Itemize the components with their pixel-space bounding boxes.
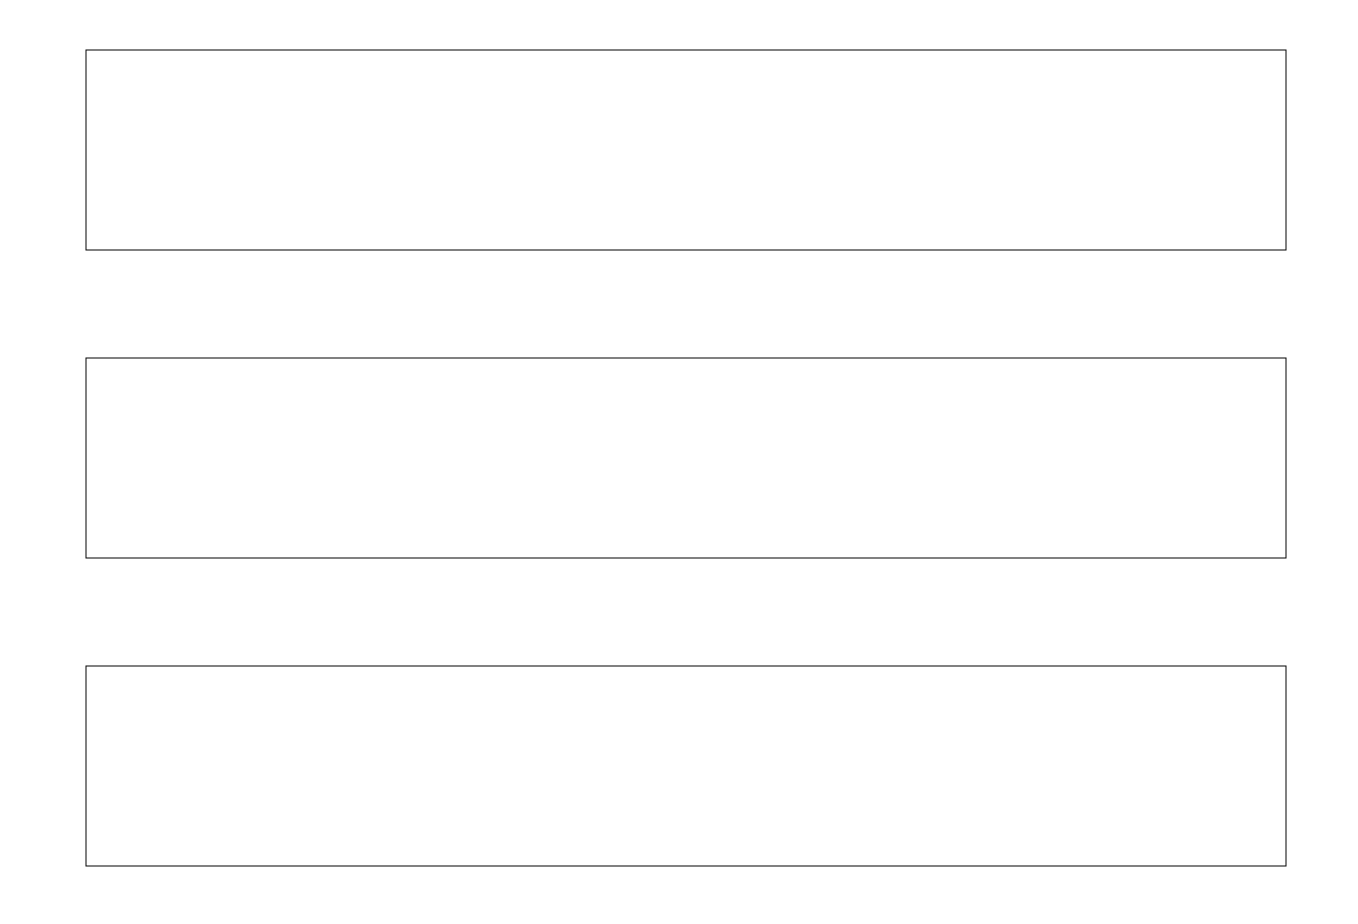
seismogram-panel-hne [86, 50, 1286, 250]
plot-frame [86, 50, 1286, 250]
seismogram-panel-hnn [86, 358, 1286, 558]
seismogram-panel-hnz [86, 666, 1286, 866]
plot-frame [86, 666, 1286, 866]
plot-frame [86, 358, 1286, 558]
